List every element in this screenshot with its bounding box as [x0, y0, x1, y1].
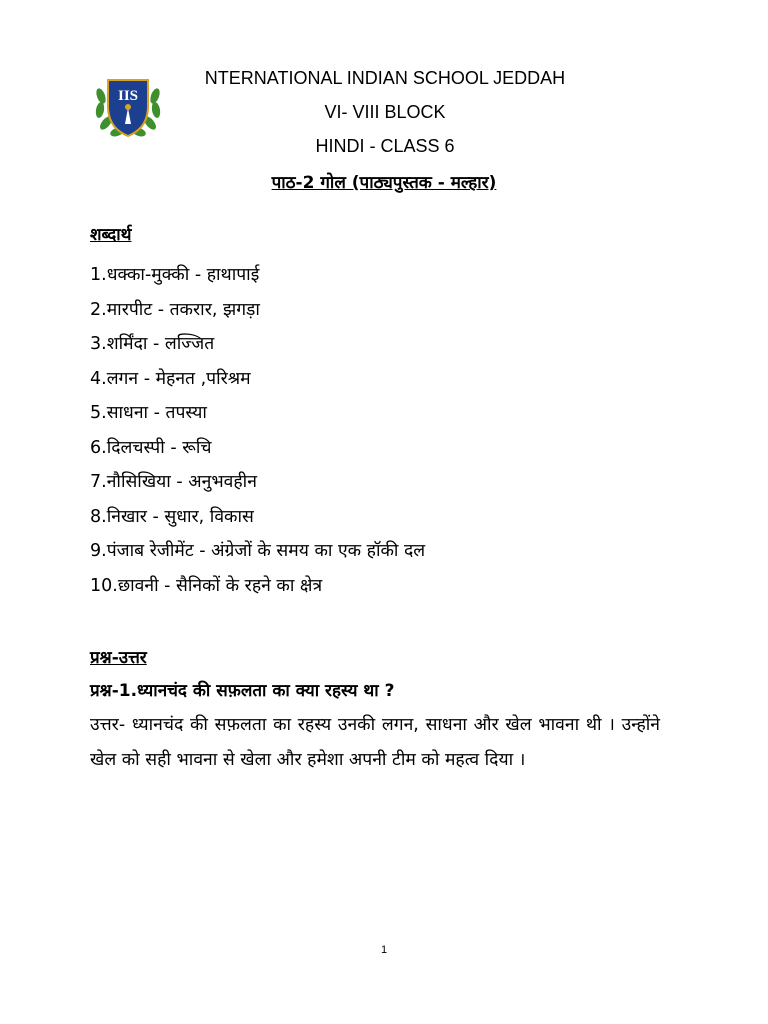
logo-text: IIS [117, 88, 139, 104]
school-name: NTERNATIONAL INDIAN SCHOOL JEDDAH [204, 68, 566, 88]
qa-heading: प्रश्न-उत्तर [90, 648, 147, 668]
answer-1: उत्तर- ध्यानचंद की सफ़लता का रहस्य उनकी लगन, साधना और खेल भावना थी । उन्होंने खेल को सही भावना से खेला और हमेशा अपनी टीम को महत्व दिया । [90, 715, 660, 770]
lesson-title-text: पाठ-2 गोल (पाठ्यपुस्तक - मल्हार) [271, 173, 497, 193]
block-name: VI- VIII BLOCK [324, 102, 446, 122]
vocab-list [90, 258, 425, 603]
vocab-item: 10.छावनी - सैनिकों के रहने का क्षेत्र [90, 575, 323, 596]
question-1: प्रश्न-1.ध्यानचंद की सफ़लता का क्या रहस्य था ? [90, 681, 395, 701]
vocab-heading: शब्दार्थ [90, 225, 132, 245]
vocab-item: 4.लगन - मेहनत ,परिश्रम [90, 368, 251, 389]
vocab-item: 8.निखार - सुधार, विकास [90, 506, 254, 527]
school-logo [92, 66, 164, 142]
vocab-item: 1.धक्का-मुक्की - हाथापाई [90, 265, 260, 285]
page-number: 1 [380, 944, 388, 956]
lesson-title [0, 170, 768, 193]
vocab-item: 6.दिलचस्पी - रूचि [90, 437, 212, 458]
vocab-item: 9.पंजाब रेजीमेंट - अंग्रेजों के समय का एक हॉकी दल [90, 541, 426, 561]
vocab-item: 3.शर्मिंदा - लज्जित [90, 334, 215, 354]
vocab-item: 5.साधना - तपस्या [90, 403, 207, 423]
vocab-item: 7.नौसिखिया - अनुभवहीन [90, 472, 257, 492]
vocab-item: 2.मारपीट - तकरार, झगड़ा [90, 299, 260, 320]
class-name: HINDI - CLASS 6 [315, 136, 455, 156]
